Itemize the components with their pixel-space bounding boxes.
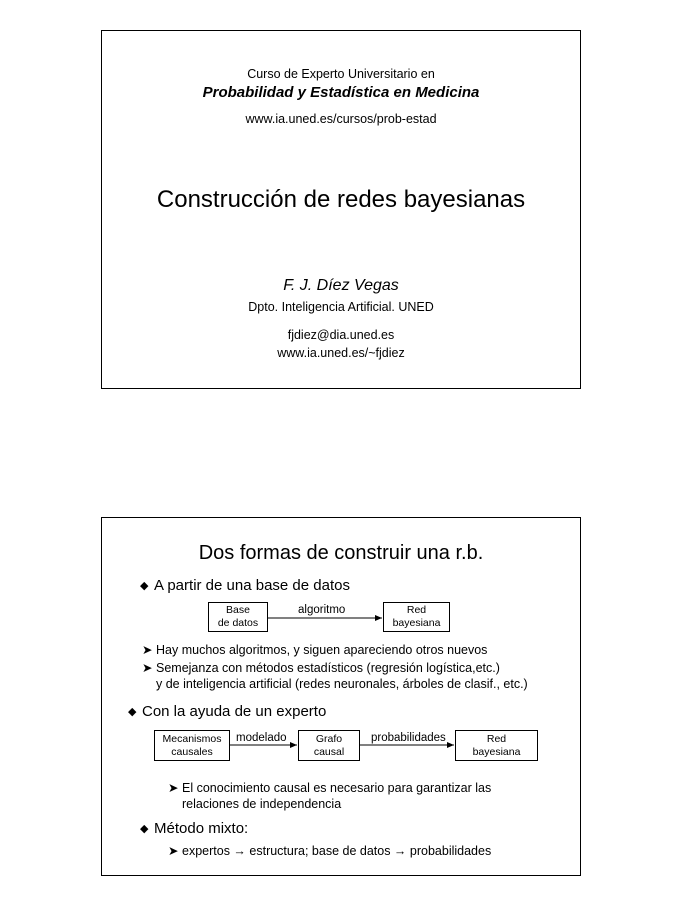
author-email: fjdiez@dia.uned.es: [287, 328, 395, 342]
bullet-text: Con la ayuda de un experto: [142, 703, 327, 720]
bullet-text: Método mixto:: [154, 820, 249, 837]
author-homepage: www.ia.uned.es/~fjdiez: [277, 346, 405, 360]
diamond-bullet-icon: ◆: [140, 580, 149, 592]
slide-title: Dos formas de construir una r.b.: [198, 542, 484, 564]
course-line: Curso de Experto Universitario en: [247, 67, 435, 81]
course-url: www.ia.uned.es/cursos/prob-estad: [245, 112, 437, 126]
point-statistics: ➤ Semejanza con métodos estadísticos (regresión logística,etc.): [142, 661, 500, 675]
content-slide: [101, 517, 581, 876]
edge-label-modeling: modelado: [236, 732, 287, 744]
course-title: Probabilidad y Estadística en Medicina: [202, 84, 480, 101]
slide-title: Construcción de redes bayesianas: [156, 186, 526, 213]
arrow-bullet-icon: ➤: [168, 844, 179, 858]
diamond-bullet-icon: ◆: [128, 706, 137, 718]
bullet-text: A partir de una base de datos: [154, 577, 350, 594]
point-causal-knowledge: ➤ El conocimiento causal es necesario para garantizar las: [168, 781, 492, 795]
diagram-arrows: [102, 518, 582, 877]
point-mixed: ➤ expertos → estructura; base de datos → probabilidades: [168, 844, 492, 858]
box-bayesian-network: Red bayesiana: [383, 602, 450, 632]
author-name: F. J. Díez Vegas: [283, 277, 399, 294]
arrow-bullet-icon: ➤: [142, 661, 153, 675]
point-independence: relaciones de independencia: [182, 797, 342, 811]
title-slide: [101, 30, 581, 389]
arrow-bullet-icon: ➤: [168, 781, 179, 795]
edge-label-algorithm: algoritmo: [298, 604, 346, 616]
box-causal-graph: Grafo causal: [298, 730, 360, 761]
department: Dpto. Inteligencia Artificial. UNED: [248, 300, 434, 314]
box-bayesian-network-2: Red bayesiana: [455, 730, 538, 761]
arrow-bullet-icon: ➤: [142, 643, 153, 657]
edge-label-probabilities: probabilidades: [371, 732, 446, 744]
diamond-bullet-icon: ◆: [140, 823, 149, 835]
box-causal-mechanisms: Mecanismos causales: [154, 730, 230, 761]
box-database: Base de datos: [208, 602, 268, 632]
point-ai: y de inteligencia artificial (redes neuronales, árboles de clasif., etc.): [156, 677, 528, 691]
point-many-algorithms: ➤ Hay muchos algoritmos, y siguen apareciendo otros nuevos: [142, 643, 488, 657]
